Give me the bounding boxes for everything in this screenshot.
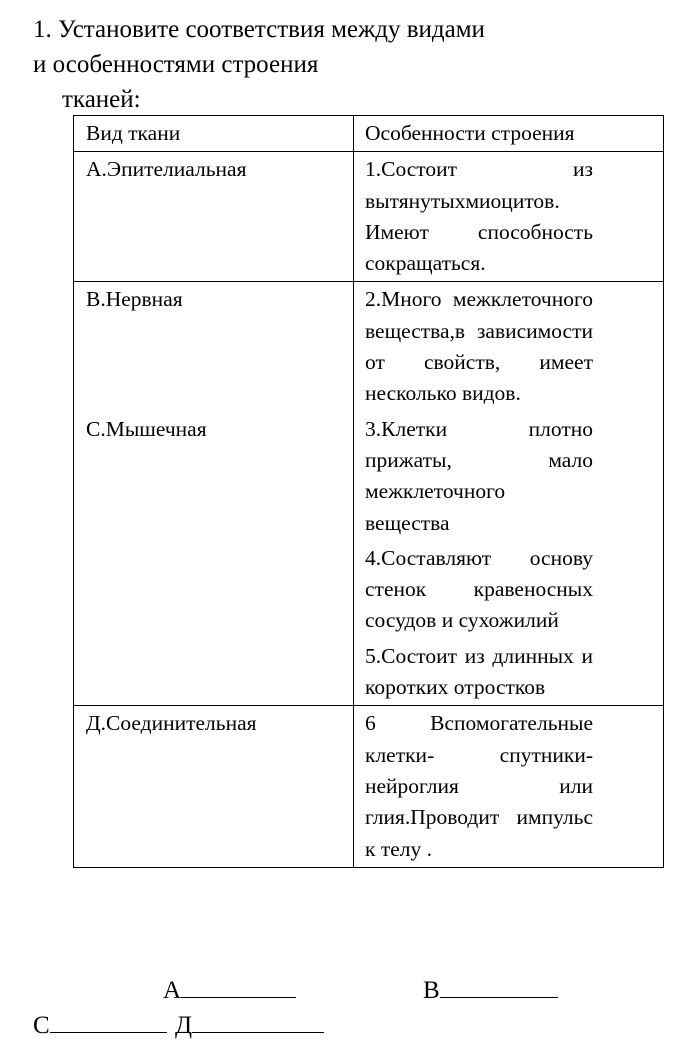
answer-a: [163, 973, 296, 1007]
feature-cell-5: 5.Состоит из длинных и коротких отростков: [354, 639, 664, 706]
table-header-row: [74, 116, 664, 152]
answer-a-label: А: [163, 977, 182, 1004]
answer-c-blank[interactable]: [50, 1008, 167, 1033]
answer-d: [175, 1008, 324, 1042]
task-heading-line-2: и особенностями строения: [33, 51, 319, 78]
task-heading-line-3: тканей:: [62, 86, 141, 113]
header-tissue-type: Вид ткани: [74, 116, 354, 152]
table-row: [74, 152, 664, 282]
answer-d-blank[interactable]: [192, 1008, 324, 1033]
answer-c: [33, 1008, 167, 1042]
answer-a-blank[interactable]: [181, 973, 296, 998]
tissue-cell-d: Д.Соединительная: [74, 706, 354, 867]
tissue-cell-c: С.Мышечная: [74, 412, 354, 706]
answer-b-blank[interactable]: [440, 973, 558, 998]
matching-table: [73, 115, 664, 868]
table-row: [74, 412, 664, 541]
table-row: [74, 282, 664, 412]
tissue-cell-a: А.Эпителиальная: [74, 152, 354, 282]
feature-cell-1: 1.Состоит из вытянутыхмиоцитов. Имеют способность сокращаться.: [354, 152, 664, 282]
answer-d-label: Д: [175, 1012, 193, 1039]
feature-cell-4: 4.Составляют основу стенок кравеносных сосудов и сухожилий: [354, 541, 664, 639]
answer-b: [423, 973, 558, 1007]
table-row: [74, 706, 664, 867]
tissue-cell-b: В.Нервная: [74, 282, 354, 412]
feature-cell-2: 2.Много межклеточного вещества,в зависимости от свойств, имеет несколько видов.: [354, 282, 664, 412]
feature-cell-3: 3.Клетки плотно прижаты, мало межклеточного вещества: [354, 412, 664, 541]
task-heading: [33, 12, 485, 117]
header-structure-features: Особенности строения: [354, 116, 664, 152]
answer-b-label: В: [423, 977, 440, 1004]
answer-c-label: С: [33, 1012, 50, 1039]
task-heading-line-1: 1. Установите соответствия между видами: [33, 16, 485, 43]
feature-cell-6: 6 Вспомогательные клетки- спутники- нейроглия или глия.Проводит импульс к телу .: [354, 706, 664, 867]
